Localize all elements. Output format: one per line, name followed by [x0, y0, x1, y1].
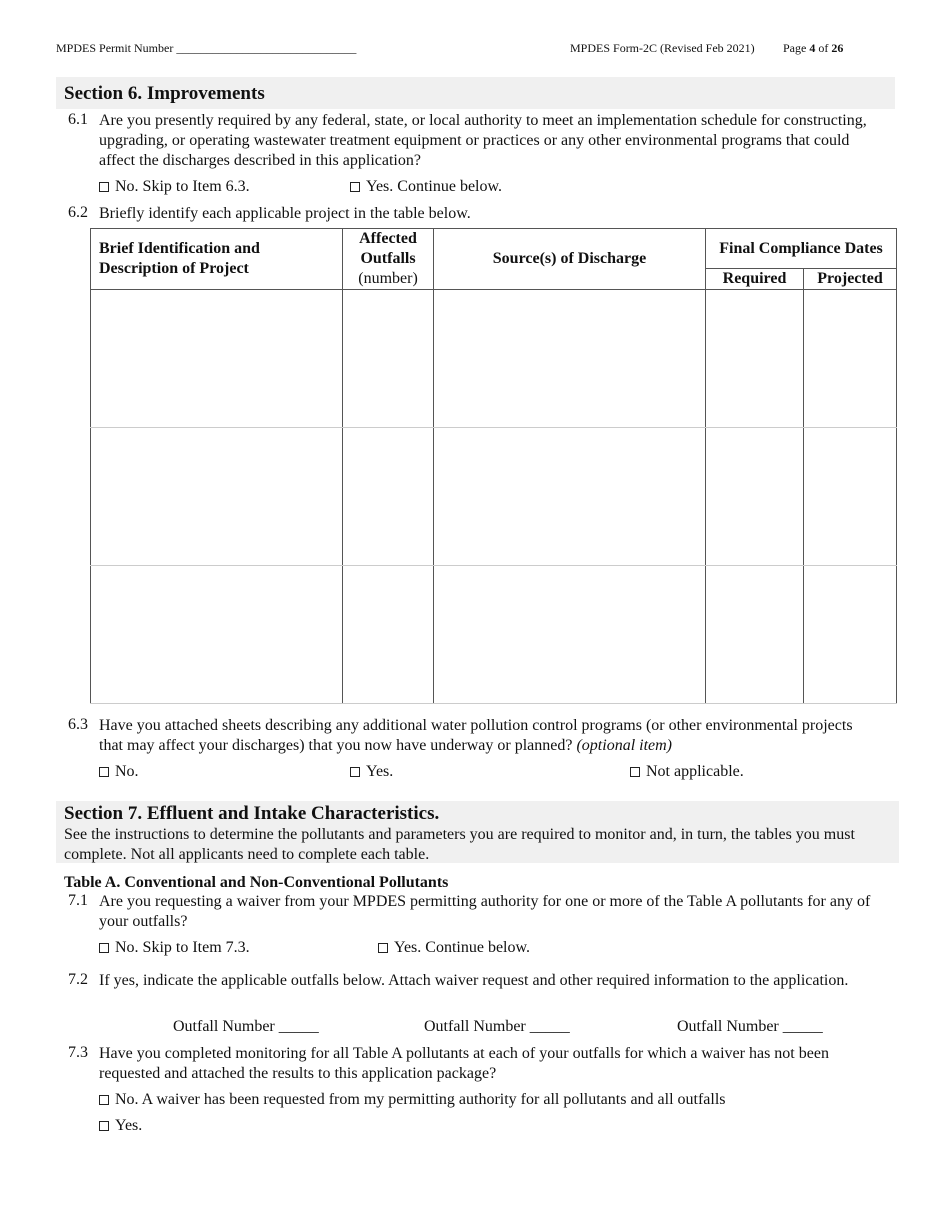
cell-outfalls[interactable]	[343, 428, 434, 566]
page-of: of	[818, 41, 829, 55]
q73-option-no-label: No. A waiver has been requested from my permitting authority for all pollutants and all outfalls	[115, 1091, 726, 1108]
q63-option-na[interactable]	[630, 762, 744, 782]
checkbox-icon[interactable]	[378, 943, 388, 953]
page-indicator	[783, 41, 843, 56]
col-header-outfalls-sub: (number)	[358, 270, 418, 287]
cell-projected[interactable]	[804, 428, 897, 566]
checkbox-icon[interactable]	[350, 182, 360, 192]
q63-option-no-label: No.	[115, 763, 139, 780]
checkbox-icon[interactable]	[99, 182, 109, 192]
cell-description[interactable]	[91, 290, 343, 428]
q62-text: Briefly identify each applicable project in the table below.	[99, 205, 471, 222]
checkbox-icon[interactable]	[630, 767, 640, 777]
q63-option-yes-label: Yes.	[366, 763, 394, 780]
q71-option-yes-label: Yes. Continue below.	[394, 939, 531, 956]
q61-option-yes-label: Yes. Continue below.	[366, 178, 503, 195]
cell-sources[interactable]	[434, 290, 706, 428]
checkbox-icon[interactable]	[99, 1095, 109, 1105]
q71-text: Are you requesting a waiver from your MPDES permitting authority for one or more of the Table A pollutants for any of your outfalls?	[99, 893, 871, 930]
outfall-number-3[interactable]: Outfall Number _____	[677, 1018, 823, 1035]
q72-text: If yes, indicate the applicable outfalls below. Attach waiver request and other required information to the application.	[99, 972, 849, 989]
q73-option-yes-label: Yes.	[115, 1117, 143, 1134]
q63-text-body: Have you attached sheets describing any additional water pollution control programs (or other environmental projects that may affect your discharges) that you now have underway or planned?	[99, 717, 853, 754]
q62-number: 6.2	[68, 204, 88, 221]
q72-number: 7.2	[68, 971, 88, 988]
table-row	[91, 428, 897, 566]
col-header-compliance-dates: Final Compliance Dates	[706, 229, 897, 269]
q61-number: 6.1	[68, 111, 88, 128]
cell-description[interactable]	[91, 428, 343, 566]
page-total: 26	[831, 41, 844, 55]
q63-option-na-label: Not applicable.	[646, 763, 744, 780]
q71-number: 7.1	[68, 892, 88, 909]
tableA-title: Table A. Conventional and Non-Conventional Pollutants	[64, 874, 449, 891]
permit-number-blank: ______________________________	[176, 41, 357, 55]
q73-option-no[interactable]	[99, 1090, 726, 1110]
q63-text	[99, 716, 879, 756]
q73-number: 7.3	[68, 1044, 88, 1061]
permit-number-label: MPDES Permit Number	[56, 41, 174, 55]
outfall-number-1[interactable]: Outfall Number _____	[173, 1018, 319, 1035]
cell-required[interactable]	[706, 428, 804, 566]
cell-description[interactable]	[91, 566, 343, 704]
col-header-outfalls-title: Affected Outfalls	[359, 230, 417, 267]
col-header-required: Required	[706, 269, 804, 290]
form-name: MPDES Form-2C (Revised Feb 2021)	[570, 41, 755, 55]
cell-outfalls[interactable]	[343, 566, 434, 704]
q63-number: 6.3	[68, 716, 88, 733]
q71-option-yes[interactable]	[378, 938, 530, 958]
q73-option-yes[interactable]	[99, 1116, 142, 1136]
cell-required[interactable]	[706, 290, 804, 428]
q63-option-no[interactable]	[99, 762, 139, 782]
cell-projected[interactable]	[804, 566, 897, 704]
improvements-table	[90, 228, 897, 704]
col-header-projected: Projected	[804, 269, 897, 290]
q61-option-no-label: No. Skip to Item 6.3.	[115, 178, 250, 195]
cell-outfalls[interactable]	[343, 290, 434, 428]
q63-option-yes[interactable]	[350, 762, 393, 782]
q61-option-yes[interactable]	[350, 177, 502, 197]
checkbox-icon[interactable]	[99, 767, 109, 777]
q71-option-no-label: No. Skip to Item 7.3.	[115, 939, 250, 956]
q63-optional-note: (optional item)	[576, 737, 673, 754]
q73-text: Have you completed monitoring for all Table A pollutants at each of your outfalls for which a waiver has not been requested and attached the results to this application package?	[99, 1045, 829, 1082]
table-row	[91, 290, 897, 428]
cell-projected[interactable]	[804, 290, 897, 428]
section7-intro: See the instructions to determine the pollutants and parameters you are required to monitor and, in turn, the tables you must complete. Not all applicants need to complete each table.	[64, 826, 855, 863]
page-current: 4	[809, 41, 816, 55]
col-header-sources: Source(s) of Discharge	[434, 229, 706, 290]
col-header-description: Brief Identification and Description of Project	[91, 229, 343, 290]
table-row	[91, 566, 897, 704]
col-header-outfalls	[343, 229, 434, 290]
section6-title: Section 6. Improvements	[64, 83, 265, 104]
section7-title: Section 7. Effluent and Intake Characteristics.	[64, 803, 440, 824]
checkbox-icon[interactable]	[99, 943, 109, 953]
page-word: Page	[783, 41, 807, 55]
q61-text: Are you presently required by any federal, state, or local authority to meet an implementation schedule for constructing, upgrading, or operating wastewater treatment equipment or practices or any other environmental programs that could affect the discharges described in this application?	[99, 112, 867, 169]
permit-number-field[interactable]	[56, 41, 356, 56]
cell-sources[interactable]	[434, 428, 706, 566]
checkbox-icon[interactable]	[350, 767, 360, 777]
outfall-number-2[interactable]: Outfall Number _____	[424, 1018, 570, 1035]
q71-option-no[interactable]	[99, 938, 250, 958]
cell-required[interactable]	[706, 566, 804, 704]
cell-sources[interactable]	[434, 566, 706, 704]
checkbox-icon[interactable]	[99, 1121, 109, 1131]
q61-option-no[interactable]	[99, 177, 250, 197]
